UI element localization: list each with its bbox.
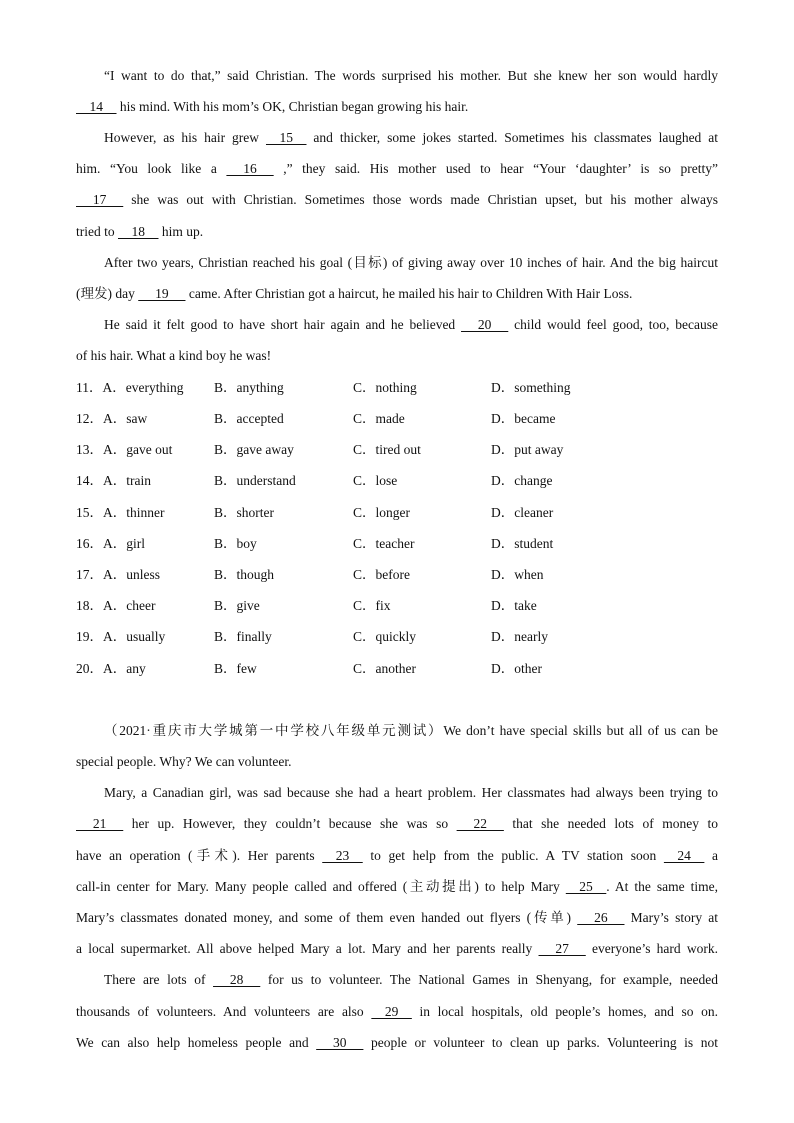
question-20-option-d: D．other — [491, 661, 542, 676]
blank-28: 28 — [213, 972, 261, 987]
question-20-option-a: 20．A．any — [76, 661, 146, 676]
question-15-option-b: B．shorter — [214, 505, 274, 520]
passage2-line: 21 her up. However, they couldn’t because she was so 22 that she needed lots of money to — [76, 814, 718, 834]
question-14-option-d: D．change — [491, 473, 553, 488]
passage2-line: thousands of volunteers. And volunteers are also 29 in local hospitals, old people’s homes, and so on. — [76, 1002, 718, 1022]
passage2-line: a local supermarket. All above helped Mary a lot. Mary and her parents really 27 everyone’s hard work. — [76, 939, 718, 959]
question-15-option-c: C．longer — [353, 505, 410, 520]
question-19-option-c: C．quickly — [353, 629, 416, 644]
question-11-option-c: C．nothing — [353, 380, 417, 395]
question-14-option-c: C．lose — [353, 473, 398, 488]
blank-23: 23 — [322, 848, 363, 863]
passage1-line: 14 his mind. With his mom’s OK, Christian began growing his hair. — [76, 97, 718, 117]
question-18-option-c: C．fix — [353, 598, 391, 613]
blank-27: 27 — [538, 941, 586, 956]
blank-14: 14 — [76, 99, 117, 114]
question-16-option-b: B．boy — [214, 536, 257, 551]
passage1-line: of his hair. What a kind boy he was! — [76, 348, 272, 363]
question-17-option-a: 17．A．unless — [76, 567, 160, 582]
question-14-option-a: 14．A．train — [76, 473, 151, 488]
passage2-line: special people. Why? We can volunteer. — [76, 754, 292, 769]
blank-20: 20 — [461, 317, 509, 332]
question-16-option-d: D．student — [491, 536, 554, 551]
passage1-line: After two years, Christian reached his goal (目标) of giving away over 10 inches of hair. And the big haircut — [104, 255, 718, 270]
question-12-option-b: B．accepted — [214, 411, 284, 426]
blank-16: 16 — [226, 161, 274, 176]
question-16-option-a: 16．A．girl — [76, 536, 145, 551]
passage2-line: have an operation (手术). Her parents 23 to get help from the public. A TV station soon 24 a — [76, 846, 718, 866]
passage1-line: (理发) day 19 came. After Christian got a haircut, he mailed his hair to Children With Hair Loss. — [76, 284, 718, 304]
question-13-option-c: C．tired out — [353, 442, 421, 457]
passage1-line: “I want to do that,” said Christian. The words surprised his mother. But she knew her son would hardly — [104, 68, 718, 83]
blank-26: 26 — [577, 910, 625, 925]
question-12-option-c: C．made — [353, 411, 405, 426]
passage2-source-line: （2021·重庆市大学城第一中学校八年级单元测试）We don’t have special skills but all of us can be — [104, 723, 718, 738]
question-11-option-a: 11．A．everything — [76, 380, 184, 395]
question-19-option-d: D．nearly — [491, 629, 548, 644]
question-13-option-a: 13．A．gave out — [76, 442, 173, 457]
blank-15: 15 — [265, 130, 307, 145]
blank-18: 18 — [118, 224, 159, 239]
question-18-option-a: 18．A．cheer — [76, 598, 156, 613]
question-14-option-b: B．understand — [214, 473, 296, 488]
question-17-option-c: C．before — [353, 567, 410, 582]
question-20-option-c: C．another — [353, 661, 416, 676]
question-13-option-b: B．gave away — [214, 442, 294, 457]
blank-24: 24 — [663, 848, 705, 863]
question-17-option-b: B．though — [214, 567, 275, 582]
passage1-line: 17 she was out with Christian. Sometimes those words made Christian upset, but his mother always — [76, 190, 718, 210]
passage2-line: Mary’s classmates donated money, and some of them even handed out flyers (传单) 26 Mary’s story at — [76, 908, 718, 928]
question-18-option-b: B．give — [214, 598, 260, 613]
question-11-option-b: B．anything — [214, 380, 284, 395]
passage2-line: Mary, a Canadian girl, was sad because she had a heart problem. Her classmates had always been trying to — [104, 785, 718, 800]
question-18-option-d: D．take — [491, 598, 537, 613]
passage1-line: him. “You look like a 16 ,” they said. His mother used to hear “Your ‘daughter’ is so pretty” — [76, 159, 718, 179]
passage2-line: call-in center for Mary. Many people called and offered (主动提出) to help Mary 25 . At the same time, — [76, 877, 718, 897]
blank-17: 17 — [76, 192, 124, 207]
question-12-option-d: D．became — [491, 411, 556, 426]
blank-19: 19 — [138, 286, 186, 301]
question-19-option-a: 19．A．usually — [76, 629, 166, 644]
passage2-line: We can also help homeless people and 30 people or volunteer to clean up parks. Volunteering is not — [76, 1033, 718, 1053]
passage1-line: tried to 18 him up. — [76, 222, 718, 242]
passage1-line: He said it felt good to have short hair again and he believed 20 child would feel good, too, because — [104, 315, 718, 335]
question-15-option-d: D．cleaner — [491, 505, 554, 520]
blank-22: 22 — [456, 816, 504, 831]
question-15-option-a: 15．A．thinner — [76, 505, 165, 520]
question-16-option-c: C．teacher — [353, 536, 415, 551]
blank-21: 21 — [76, 816, 124, 831]
blank-25: 25 — [565, 879, 607, 894]
passage2-line: There are lots of 28 for us to volunteer. The National Games in Shenyang, for example, needed — [104, 970, 718, 990]
passage1-line: However, as his hair grew 15 and thicker, some jokes started. Sometimes his classmates laughed at — [104, 128, 718, 148]
blank-29: 29 — [371, 1004, 412, 1019]
question-19-option-b: B．finally — [214, 629, 272, 644]
blank-30: 30 — [316, 1035, 364, 1050]
question-20-option-b: B．few — [214, 661, 257, 676]
question-12-option-a: 12．A．saw — [76, 411, 148, 426]
question-11-option-d: D．something — [491, 380, 571, 395]
question-13-option-d: D．put away — [491, 442, 564, 457]
question-17-option-d: D．when — [491, 567, 544, 582]
